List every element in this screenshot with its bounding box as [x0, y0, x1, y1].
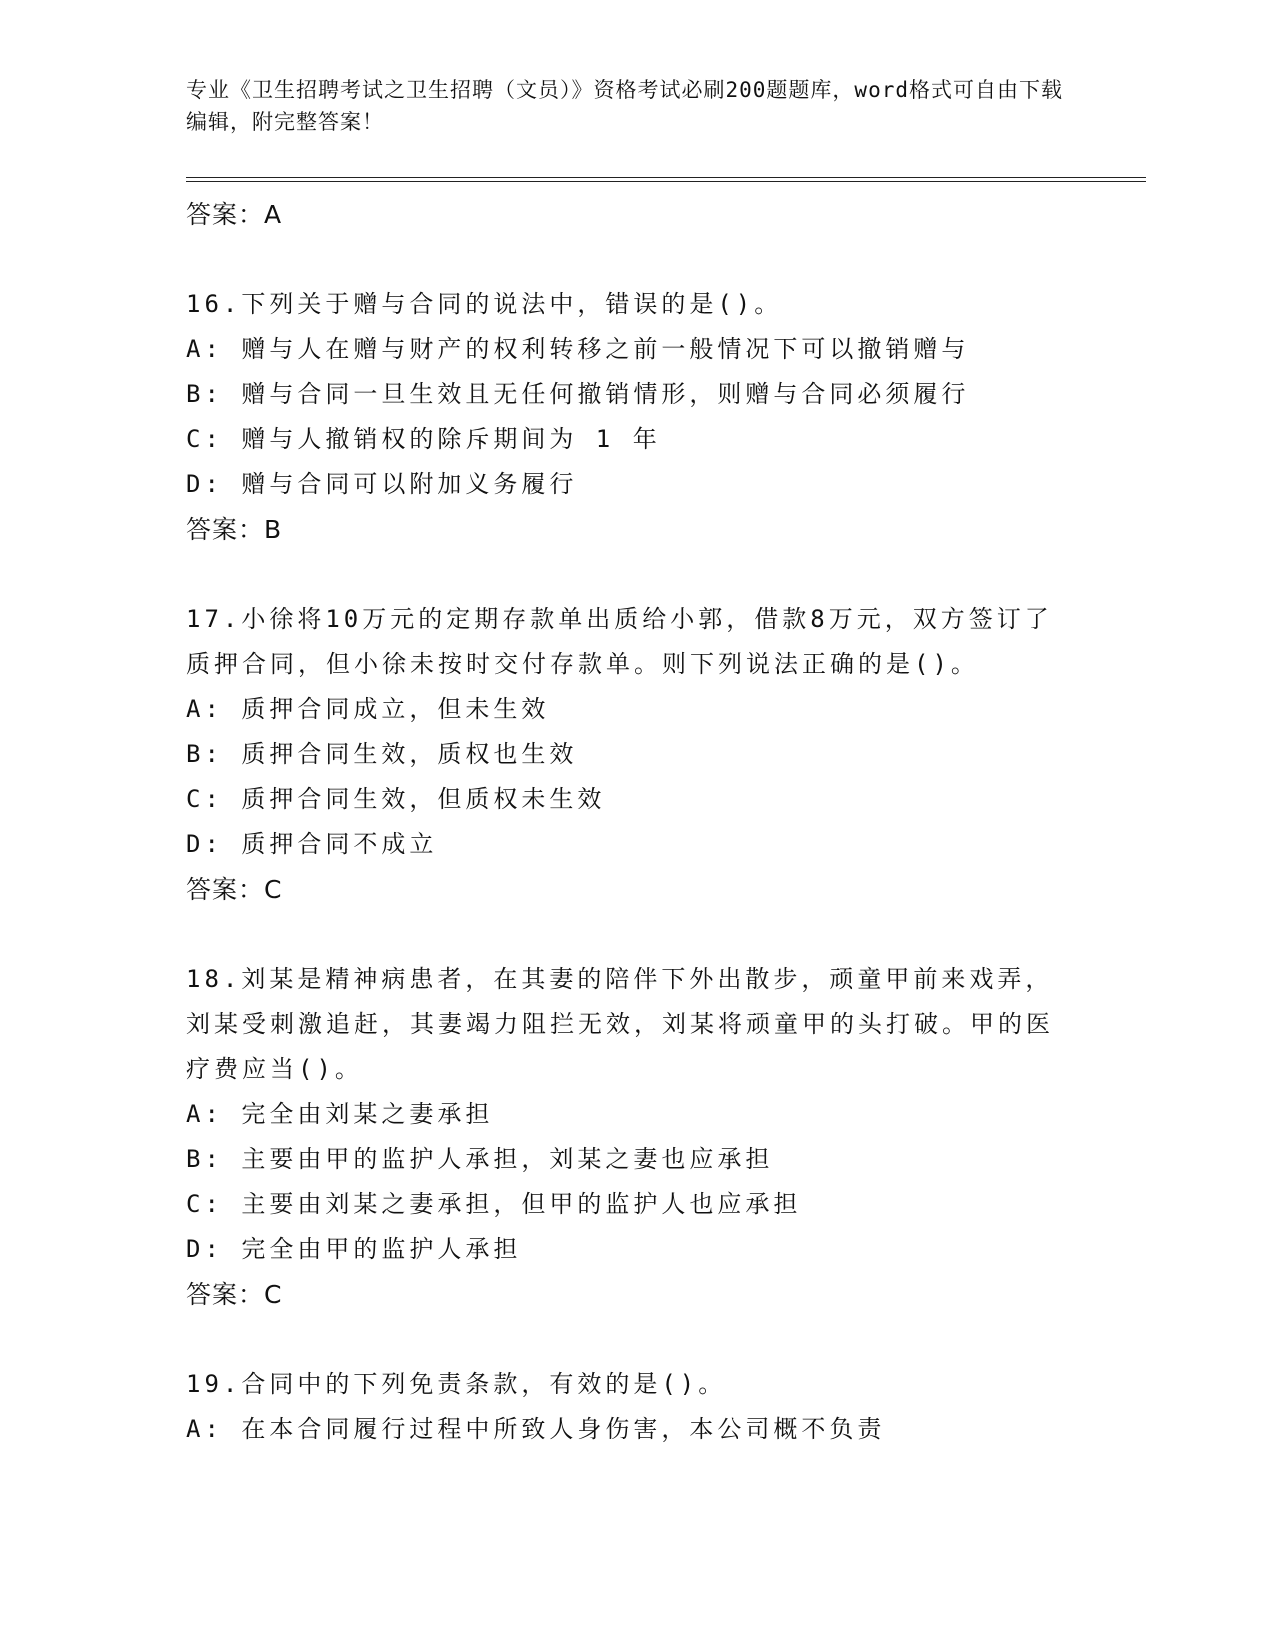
option-c: C: 质押合同生效，但质权未生效 — [186, 785, 606, 813]
document-header: 专业《卫生招聘考试之卫生招聘（文员）》资格考试必刷200题题库，word格式可自由下载编辑，附完整答案！ — [186, 78, 1063, 134]
option-b: B: 质押合同生效，质权也生效 — [186, 740, 578, 768]
question-18 — [186, 957, 1066, 1317]
option-d: D: 完全由甲的监护人承担 — [186, 1235, 522, 1263]
question-16 — [186, 282, 1066, 552]
question-stem: 18.刘某是精神病患者，在其妻的陪伴下外出散步，顽童甲前来戏弄，刘某受刺激追赶，其妻竭力阻拦无效，刘某将顽童甲的头打破。甲的医疗费应当()。 — [186, 965, 1054, 1083]
spacer — [186, 912, 1066, 957]
option-c: C: 赠与人撤销权的除斥期间为 1 年 — [186, 425, 661, 453]
spacer — [186, 237, 1066, 282]
option-a: A: 赠与人在赠与财产的权利转移之前一般情况下可以撤销赠与 — [186, 335, 970, 363]
option-d: D: 赠与合同可以附加义务履行 — [186, 470, 578, 498]
question-19 — [186, 1362, 1066, 1452]
answer-line: 答案：A — [186, 200, 283, 229]
answer-line: 答案：C — [186, 1280, 283, 1309]
question-stem: 17.小徐将10万元的定期存款单出质给小郭，借款8万元，双方签订了质押合同，但小徐未按时交付存款单。则下列说法正确的是()。 — [186, 605, 1053, 678]
spacer — [186, 552, 1066, 597]
option-a: A: 在本合同履行过程中所致人身伤害，本公司概不负责 — [186, 1415, 886, 1443]
question-stem: 16.下列关于赠与合同的说法中，错误的是()。 — [186, 290, 783, 318]
option-c: C: 主要由刘某之妻承担，但甲的监护人也应承担 — [186, 1190, 802, 1218]
document-body — [186, 192, 1066, 1452]
spacer — [186, 1317, 1066, 1362]
header-divider-bottom — [186, 181, 1146, 182]
option-b: B: 主要由甲的监护人承担，刘某之妻也应承担 — [186, 1145, 774, 1173]
option-b: B: 赠与合同一旦生效且无任何撤销情形，则赠与合同必须履行 — [186, 380, 970, 408]
header-divider-top — [186, 177, 1146, 178]
option-d: D: 质押合同不成立 — [186, 830, 438, 858]
option-a: A: 质押合同成立，但未生效 — [186, 695, 550, 723]
question-stem: 19.合同中的下列免责条款，有效的是()。 — [186, 1370, 727, 1398]
answer-line: 答案：B — [186, 515, 283, 544]
answer-line: 答案：C — [186, 875, 283, 904]
option-a: A: 完全由刘某之妻承担 — [186, 1100, 494, 1128]
question-17 — [186, 597, 1066, 912]
